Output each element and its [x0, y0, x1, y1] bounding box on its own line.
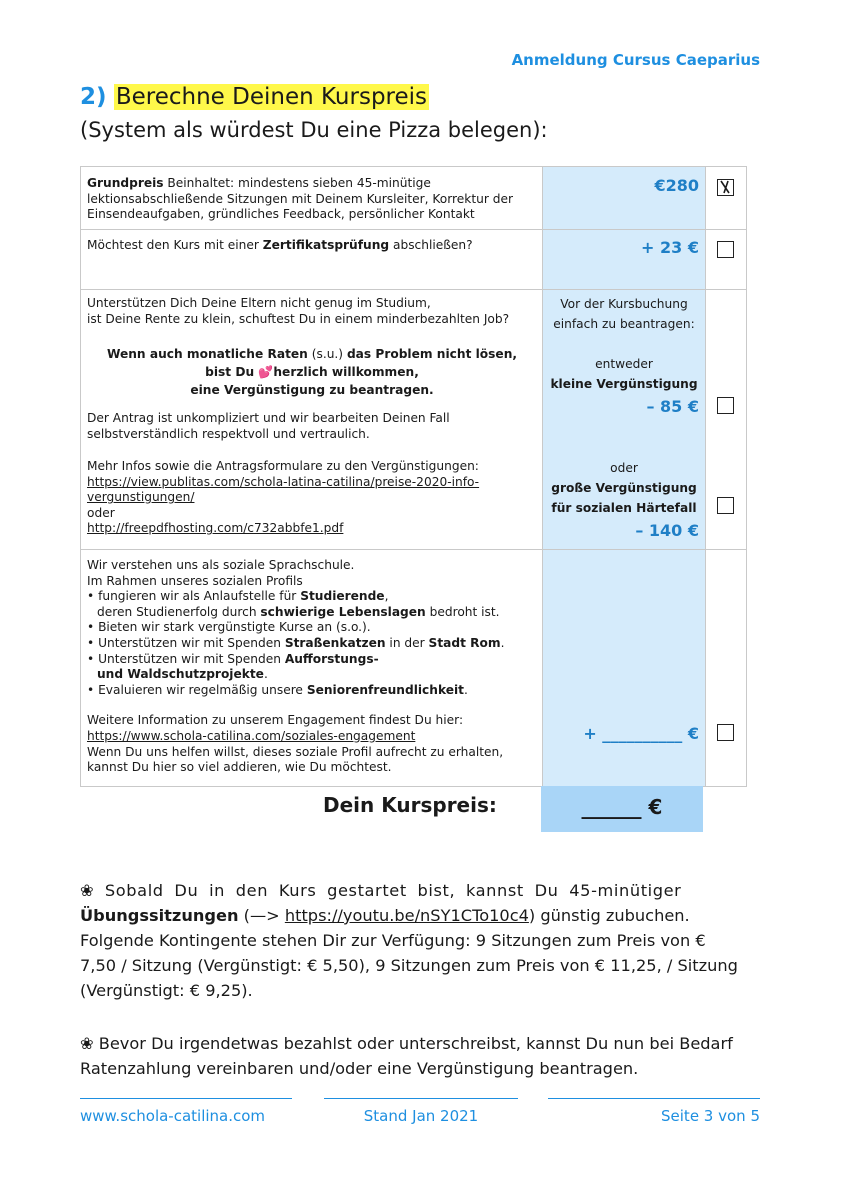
footer-rule-left	[80, 1098, 292, 1099]
publitas-link[interactable]: https://view.publitas.com/schola-latina-catilina/preise-2020-info-	[87, 474, 480, 489]
verguenstigung-hint: Vor der Kursbuchung einfach zu beantragen:	[553, 297, 695, 331]
hearts-icon: 💕	[258, 365, 274, 379]
flower-icon: ❀	[80, 881, 95, 900]
section-heading: Berechne Deinen Kurspreis	[115, 84, 428, 110]
section-title	[80, 82, 429, 112]
footer-rule-right	[548, 1098, 760, 1099]
verguenstigung-intro: Unterstützen Dich Deine Eltern nicht genug im Studium, ist Deine Rente zu klein, schuftest Du in einem minderbezahlten Job?	[87, 296, 510, 326]
spende-price: + __________ €	[583, 724, 699, 743]
table-border-right	[746, 166, 747, 787]
grosse-verguenstigung-checkbox[interactable]	[717, 497, 734, 514]
table-row-divider	[80, 229, 746, 230]
kleine-verguenstigung-price: – 85 €	[646, 397, 699, 416]
grundpreis-price: €280	[654, 176, 699, 195]
footer-date: Stand Jan 2021	[363, 1107, 479, 1125]
paragraph-uebungssitzungen: ❀ Sobald Du in den Kurs gestartet bist, kannst Du 45-minütiger Übungssitzungen (—> https://youtu.be/nSY1CTo10c4) günstig zubuchen. Folgende Kontingente stehen Dir zur Verfügung: 9 Sitzungen zum Preis von € 7,50 / Sitzung (Vergünstigt: € 5,50), 9 Sitzungen zum Preis von € 11,25, / Sitzung (Vergünstigt: € 9,25).	[80, 881, 738, 1000]
kleine-verguenstigung-checkbox[interactable]	[717, 397, 734, 414]
youtube-link[interactable]: https://youtu.be/nSY1CTo10c4	[284, 906, 529, 925]
publitas-link-continued[interactable]: vergunstigungen/	[87, 490, 195, 505]
grundpreis-description: Grundpreis Beinhaltet: mindestens sieben 45-minütige lektionsabschließende Sitzungen mit Deinem Kursleiter, Korrektur der Einsendeaufgaben, gründliches Feedback, persönlicher Kontakt	[87, 176, 513, 222]
table-row-divider	[80, 549, 746, 550]
checkmark-icon	[718, 180, 732, 194]
spende-checkbox[interactable]	[717, 724, 734, 741]
table-row-divider	[80, 289, 746, 290]
section-number: 2)	[80, 84, 107, 110]
table-column-divider	[705, 166, 706, 787]
footer-rule-center	[324, 1098, 518, 1099]
footer-page-number: Seite 3 von 5	[661, 1107, 760, 1125]
zertifikat-checkbox[interactable]	[717, 241, 734, 258]
section-subtitle: (System als würdest Du eine Pizza belegen):	[80, 118, 548, 142]
total-label: Dein Kurspreis:	[323, 793, 497, 817]
verguenstigung-links: Mehr Infos sowie die Antragsformulare zu den Vergünstigungen: https://view.publitas.com/schola-latina-catilina/preise-2020-info- vergunstigungen/ oder http://freepdfhosting.com/c732abbfe1.pdf	[87, 459, 537, 537]
flower-icon: ❀	[80, 1034, 94, 1053]
document-header: Anmeldung Cursus Caeparius	[511, 51, 760, 69]
footer-website[interactable]: www.schola-catilina.com	[80, 1107, 266, 1125]
kleine-verguenstigung-label: entweder kleine Vergünstigung	[550, 357, 698, 391]
zertifikat-description: Möchtest den Kurs mit einer Zertifikatsprüfung abschließen?	[87, 238, 473, 252]
grosse-verguenstigung-price: – 140 €	[635, 521, 699, 540]
sozial-description: Wir verstehen uns als soziale Sprachschule. Im Rahmen unseres sozialen Profils • fungieren wir als Anlaufstelle für Studierende, deren Studienerfolg durch schwierige Lebenslagen bedroht ist. • Bieten wir stark vergünstigte Kurse an (s.o.). • Unterstützen wir mit Spenden Straßenkatzen in der Stadt Rom. • Unterstützen wir mit Spenden Aufforstungs- und Waldschutzprojekte. • Evaluieren wir regelmäßig unsere Seniorenfreundlichkeit. Weitere Information zu unserem Engagement findest Du hier: https://www.schola-catilina.com/soziales-engagement Wenn Du uns helfen willst, dieses soziale Profil aufrecht zu erhalten, kannst Du hier so viel addieren, wie Du möchtest.	[87, 558, 537, 776]
table-border-left	[80, 166, 81, 787]
verguenstigung-welcome: Wenn auch monatliche Raten (s.u.) das Problem nicht lösen, bist Du 💕herzlich willkommen, eine Vergünstigung zu beantragen.	[106, 347, 518, 397]
pdf-link[interactable]: http://freepdfhosting.com/c732abbfe1.pdf	[87, 521, 344, 536]
total-value: ______ €	[581, 795, 663, 819]
paragraph-ratenzahlung: ❀ Bevor Du irgendetwas bezahlst oder unterschreibst, kannst Du nun bei Bedarf Ratenzahlung vereinbaren und/oder eine Vergünstigung beantragen.	[80, 1034, 733, 1078]
table-border-top	[80, 166, 746, 167]
grosse-verguenstigung-label: oder große Vergünstigung für sozialen Härtefall	[551, 461, 697, 515]
zertifikat-price: + 23 €	[641, 238, 699, 257]
soziales-engagement-link[interactable]: https://www.schola-catilina.com/soziales-engagement	[87, 728, 416, 743]
grundpreis-checkbox[interactable]	[717, 179, 734, 196]
verguenstigung-antrag: Der Antrag ist unkompliziert und wir bearbeiten Deinen Fall selbstverständlich respektvoll und vertraulich.	[87, 411, 450, 441]
